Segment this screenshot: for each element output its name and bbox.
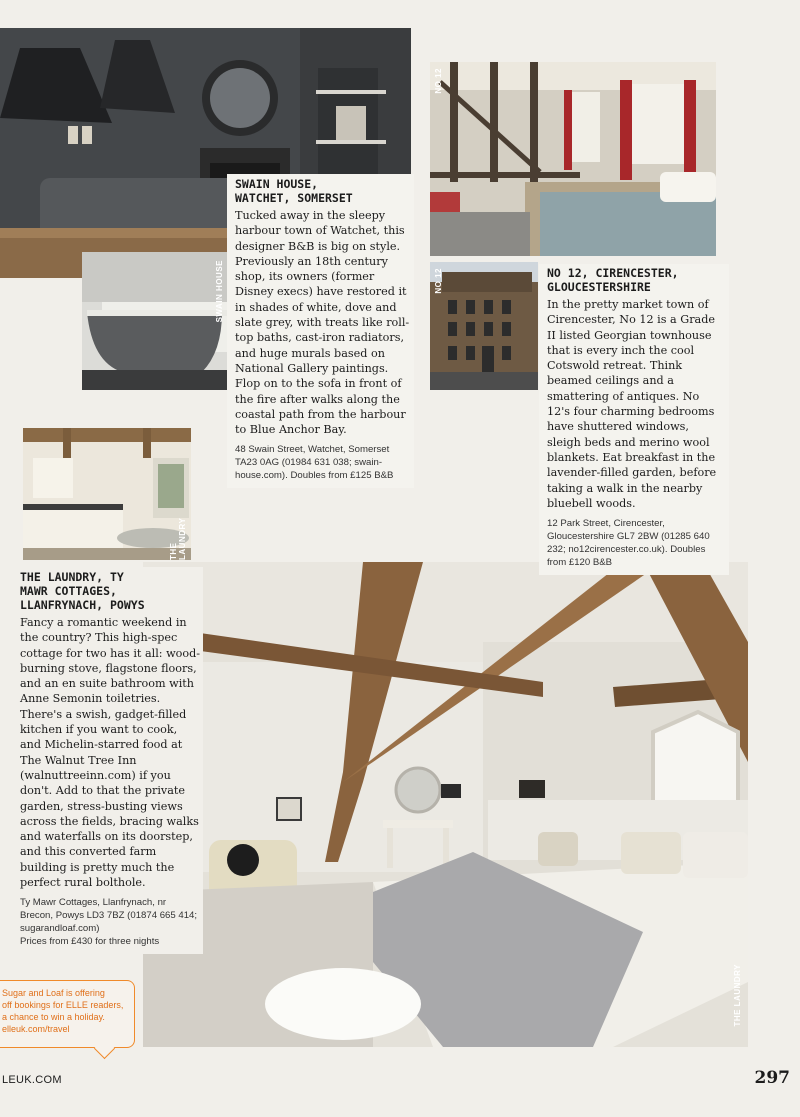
swain-house-title-line1: SWAIN HOUSE, <box>235 177 319 191</box>
laundry-kitchen-photo <box>23 428 191 560</box>
no12-address <box>547 517 725 569</box>
laundry-title-line2: MAWR COTTAGES, <box>20 584 117 598</box>
no12-exterior-photo-label: NO 12 <box>434 268 443 294</box>
swain-house-address-text: 48 Swain Street, Watchet, Somerset TA23 0AG (01984 631 038; swain-house.com). <box>235 444 390 482</box>
laundry-title <box>20 570 201 612</box>
swain-house-bathroom-photo <box>82 252 228 390</box>
promo-line2: off bookings for ELLE readers, <box>2 1000 124 1010</box>
no12-article <box>539 264 729 575</box>
swain-house-article <box>227 174 414 488</box>
footer-site: LEUK.COM <box>2 1074 62 1086</box>
swain-house-title <box>235 177 410 205</box>
no12-address-text: 12 Park Street, Cirencester, Gloucestershire GL7 2BW (01285 640 232; no12cirencester.co.uk). <box>547 518 710 556</box>
laundry-article <box>12 567 203 954</box>
promo-line3: a chance to win a holiday. <box>2 1012 105 1022</box>
swain-house-price: Doubles from £125 B&B <box>290 470 394 482</box>
swain-house-title-line2: WATCHET, SOMERSET <box>235 191 353 205</box>
promo-line1: Sugar and Loaf is offering <box>2 988 105 998</box>
laundry-address-text: Ty Mawr Cottages, Llanfrynach, nr Brecon, Powys LD3 7BZ (01874 665 414; sugarandloaf.com) <box>20 897 198 935</box>
promo-link[interactable]: elleuk.com/travel <box>2 1024 70 1034</box>
laundry-kitchen-photo-label: THE LAUNDRY <box>169 517 187 560</box>
swain-house-address <box>235 443 410 482</box>
promo-callout <box>0 980 135 1048</box>
no12-photo-label: NO 12 <box>434 68 443 94</box>
laundry-bedroom-photo-label: THE LAUNDRY <box>733 964 742 1027</box>
no12-title-line2: GLOUCESTERSHIRE <box>547 280 651 294</box>
laundry-address <box>20 896 201 948</box>
no12-exterior-photo <box>430 262 538 390</box>
no12-title-line1: NO 12, CIRENCESTER, <box>547 266 679 280</box>
laundry-bedroom-photo <box>143 562 748 1047</box>
swain-house-photo-label: SWAIN HOUSE <box>215 260 224 323</box>
laundry-title-line1: THE LAUNDRY, TY <box>20 570 124 584</box>
laundry-price: Prices from £430 for three nights <box>20 936 160 948</box>
swain-house-body: Tucked away in the sleepy harbour town of Watchet, this designer B&B is big on style. Previously an 18th century shop, its owners (former Disney execs) have restored it in shades of white, dove and slate grey, with treats like roll-top baths, cast-iron radiators, and huge murals based on National Gallery paintings. Flop on to the sofa in front of the fire after walks along the coastal path from the harbour to Blue Anchor Bay. <box>235 209 410 437</box>
no12-bedroom-photo <box>430 62 716 256</box>
no12-title <box>547 266 725 294</box>
no12-body: In the pretty market town of Cirencester, No 12 is a Grade II listed Georgian townhouse that is every inch the cool Cotswold retreat. Think beamed ceilings and a smattering of antiques. No 12's four charming bedrooms have shuttered windows, sleigh beds and merino wool blankets. Eat breakfast in the lavender-filled garden, before taking a walk in the nearby bluebell woods. <box>547 298 717 510</box>
laundry-title-line3: LLANFRYNACH, POWYS <box>20 598 145 612</box>
page-number: 297 <box>754 1068 790 1088</box>
no12-price: Doubles from £120 B&B <box>547 544 706 569</box>
laundry-body: Fancy a romantic weekend in the country? This high-spec cottage for two has it all: wood-burning stove, flagstone floors, and an en suite bathroom with Anne Semonin toiletries. There's a swish, gadget-filled kitchen if you want to cook, and Michelin-starred food at The Walnut Tree Inn (walnuttreeinn.com) if you don't. Add to that the private garden, stress-busting views across the fields, bracing walks and waterfalls on its doorstep, and this converted farm building is pretty much the perfect rural bolthole. <box>20 616 201 890</box>
